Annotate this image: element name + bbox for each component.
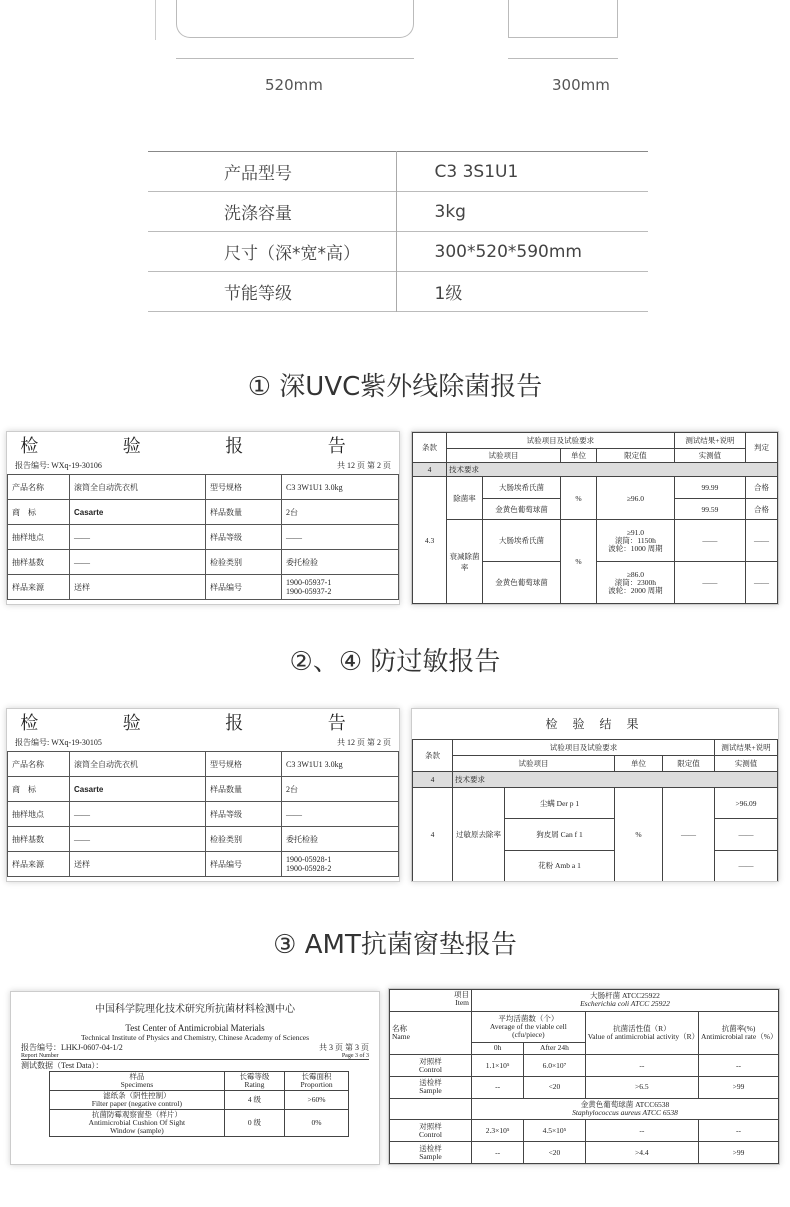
cell: 对照样 Control [390,1120,472,1142]
cell: 样品来源 [8,575,70,600]
result-table [412,432,778,604]
cell: -- [585,1055,698,1077]
spec-value: 1级 [434,284,463,304]
cell: 试验项目及试验要求 [447,433,675,449]
cell: 合格 [746,498,778,520]
cell: After 24h [524,1042,585,1055]
cell: 抽样地点 [8,525,70,550]
cell: % [615,788,663,882]
report-result-card-amt [388,988,780,1165]
cell: —— [746,562,778,604]
cell: 单位 [561,449,597,463]
cell: ≥86.0 滚筒：2300h 波轮：2000 周期 [597,562,675,604]
cell: 合格 [746,477,778,499]
report-card-amt [10,991,380,1165]
cell: —— [674,520,745,562]
cell: 4 级 [224,1091,284,1110]
org-name: 中国科学院理化技术研究所抗菌材料检测中心 [95,1004,295,1015]
cell: 花粉 Amb a 1 [505,850,615,881]
cell: 型号规格 [206,475,282,500]
cell: 狗皮屑 Can f 1 [505,819,615,850]
cell: 0 级 [224,1110,284,1137]
cell: 99.99 [674,477,745,499]
cell: 1900-05937-1 1900-05937-2 [282,575,399,600]
cell: —— [70,827,206,852]
cell: 长霉等级 Rating [224,1072,284,1091]
cell: 抗菌活性值（R） Value of antimicrobial activity（R） [585,1011,698,1054]
report-result-card-allergy [411,708,779,882]
cell: 99.59 [674,498,745,520]
spec-table [148,151,648,312]
cell: -- [472,1076,524,1098]
cell: 抽样基数 [8,550,70,575]
spec-value: 300*520*590mm [434,241,582,262]
cell: <20 [524,1142,585,1164]
spec-key: 产品型号 [148,152,396,192]
cell: 过敏原去除率 [453,788,505,882]
cell: 滚筒全自动洗衣机 [70,475,206,500]
cell: 产品名称 [8,752,70,777]
cell: 送检样 Sample [390,1142,472,1164]
cell: 测试结果+说明 [715,740,778,756]
cell: -- [699,1055,779,1077]
cell: 限定值 [663,756,715,772]
spec-value: C3 3S1U1 [434,161,519,182]
cell: 商 标 [8,777,70,802]
cell: >99 [699,1142,779,1164]
cell: >96.09 [715,788,778,819]
cell: 条款 [413,433,447,463]
cell: >99 [699,1076,779,1098]
spec-row [148,152,648,192]
width-dim-line [176,58,414,59]
report-pages: 共 12 页 第 2 页 [337,738,391,747]
cell: ≥91.0 滚筒：1150h 波轮：1000 周期 [597,520,675,562]
cell: 产品名称 [8,475,70,500]
cell: 实测值 [715,756,778,772]
spec-key: 尺寸（深*宽*高） [148,232,396,272]
cell: 样品编号 [206,575,282,600]
cell: 条款 [413,740,453,772]
cell: 样品来源 [8,852,70,877]
cell: 技术要求 [447,463,778,477]
cell: 测试结果+说明 [674,433,745,449]
report-info-table [7,751,399,877]
cell: >6.5 [585,1076,698,1098]
cell: Page 3 of 3 [341,1053,369,1059]
cell: 型号规格 [206,752,282,777]
cell: Average of the viable cell (cfu/piece) [489,1021,567,1039]
cell: —— [70,525,206,550]
cell: 技术要求 [453,772,778,788]
report-result-card-uvc [411,431,779,605]
spec-row [148,272,648,312]
cell: —— [746,520,778,562]
cell: —— [70,550,206,575]
report-title: 检 验 报 告 [20,436,386,456]
cell: <20 [524,1076,585,1098]
cell: 测试数据（Test Data）： [21,1061,104,1070]
antimicrobial-table [389,989,779,1164]
cell: 4.5×10⁵ [524,1120,585,1142]
cell: 大肠埃希氏菌 [483,477,561,499]
cell: 样品等级 [206,525,282,550]
cell: 4 [413,788,453,882]
cell: 判定 [746,433,778,463]
cell: 样品数量 [206,777,282,802]
cell: 实测值 [674,449,745,463]
cell: 商 标 [8,500,70,525]
spec-value: 3kg [434,201,466,222]
cell: -- [699,1120,779,1142]
cell: C3 3W1U1 3.0kg [282,752,399,777]
cell: Technical Institute of Physics and Chemistry, Chinese Academy of Sciences [80,1033,310,1042]
cell: -- [472,1142,524,1164]
cell: 样品 Specimens [50,1072,225,1091]
cell: 6.0×10⁷ [524,1055,585,1077]
cell: 金黄色葡萄球菌 ATCC6538 [580,1100,670,1110]
result-title: 检 验 结 果 [545,717,645,731]
spec-row [148,232,648,272]
cell: 大肠杆菌 ATCC25922 [590,991,660,1001]
spec-key: 洗涤容量 [148,192,396,232]
cell: 试验项目及试验要求 [453,740,715,756]
cell: —— [663,788,715,882]
cell: 试验项目 [453,756,615,772]
cell: 名称 Name [390,1011,472,1054]
result-table [412,739,778,882]
cell: 4.3 [413,477,447,604]
product-front-outline [176,0,414,38]
cell: —— [282,525,399,550]
cell: 样品等级 [206,802,282,827]
cell: 检验类别 [206,827,282,852]
brand-logo: Casarte [70,500,206,525]
cell: 项目 Item [390,990,472,1012]
cell: 大肠埃希氏菌 [483,520,561,562]
cell: Staphylococcus aureus ATCC 6538 [572,1108,678,1118]
cell: 样品数量 [206,500,282,525]
cell: 抽样基数 [8,827,70,852]
report-pages: 共 12 页 第 2 页 [337,461,391,470]
cell: 滤纸条（阴性控制） Filter paper (negative control) [50,1091,225,1110]
cell: >60% [285,1091,349,1110]
report-info-table [7,474,399,600]
cell: 送检样 Sample [390,1076,472,1098]
cell: 长霉面积 Proportion [285,1072,349,1091]
cell: 除菌率 [447,477,483,520]
report-card-uvc [6,431,400,605]
cell: 抗菌防霉观察窗垫（样片） Antimicrobial Cushion Of Sight Window (sample) [50,1110,225,1137]
cell: 报告编号：LHKJ-0607-04-1/2 [21,1043,123,1052]
cell: 抗菌率(%) Antimicrobial rate（%） [699,1011,779,1054]
cell: 送样 [70,575,206,600]
section-title-amt: ③ AMT抗菌窗垫报告 [273,930,517,960]
cell: 4 [413,772,453,788]
cell: —— [715,850,778,881]
brand-logo: Casarte [70,777,206,802]
cell: Test Center of Antimicrobial Materials [125,1023,265,1033]
cell: 0h [472,1042,524,1055]
cell: 平均活菌数（个） [498,1013,559,1023]
cell: 限定值 [597,449,675,463]
height-tick [155,0,156,40]
cell: 抽样地点 [8,802,70,827]
cell: ≥96.0 [597,477,675,520]
cell: 衰减除菌率 [447,520,483,604]
cell: 委托检验 [282,827,399,852]
cell: 4 [413,463,447,477]
cell: 1.1×10⁵ [472,1055,524,1077]
width-label: 520mm [265,76,323,94]
cell: 2台 [282,500,399,525]
cell: 0% [285,1110,349,1137]
cell: —— [674,562,745,604]
cell: 尘螨 Der p 1 [505,788,615,819]
cell: >4.4 [585,1142,698,1164]
section-title-allergy: ②、④ 防过敏报告 [289,647,501,677]
test-data-table [49,1071,349,1137]
cell: —— [70,802,206,827]
cell: 共 3 页 第 3 页 [319,1043,369,1052]
cell: 2.3×10⁵ [472,1120,524,1142]
cell: 委托检验 [282,550,399,575]
spec-key: 节能等级 [148,272,396,312]
cell: -- [585,1120,698,1142]
report-number: 报告编号: WXq-19-30106 [15,461,102,470]
cell: 1900-05928-1 1900-05928-2 [282,852,399,877]
report-number: 报告编号: WXq-19-30105 [15,738,102,747]
report-card-allergy [6,708,400,882]
report-title: 检 验 报 告 [20,713,386,733]
cell: % [561,477,597,520]
cell: 2台 [282,777,399,802]
cell: Escherichia coli ATCC 25922 [580,999,670,1009]
cell: 样品编号 [206,852,282,877]
cell: 单位 [615,756,663,772]
cell: 金黄色葡萄球菌 [483,498,561,520]
cell: 检验类别 [206,550,282,575]
cell: —— [282,802,399,827]
cell: C3 3W1U1 3.0kg [282,475,399,500]
depth-dim-line [508,58,618,59]
section-title-uvc: ① 深UVC紫外线除菌报告 [247,372,543,402]
depth-label: 300mm [552,76,610,94]
cell: Report Number [21,1053,59,1059]
cell: 送样 [70,852,206,877]
cell: 对照样 Control [390,1055,472,1077]
cell: 金黄色葡萄球菌 [483,562,561,604]
cell: 滚筒全自动洗衣机 [70,752,206,777]
spec-row [148,192,648,232]
product-side-outline [508,0,618,38]
cell: 试验项目 [447,449,561,463]
cell: —— [715,819,778,850]
cell: % [561,520,597,604]
